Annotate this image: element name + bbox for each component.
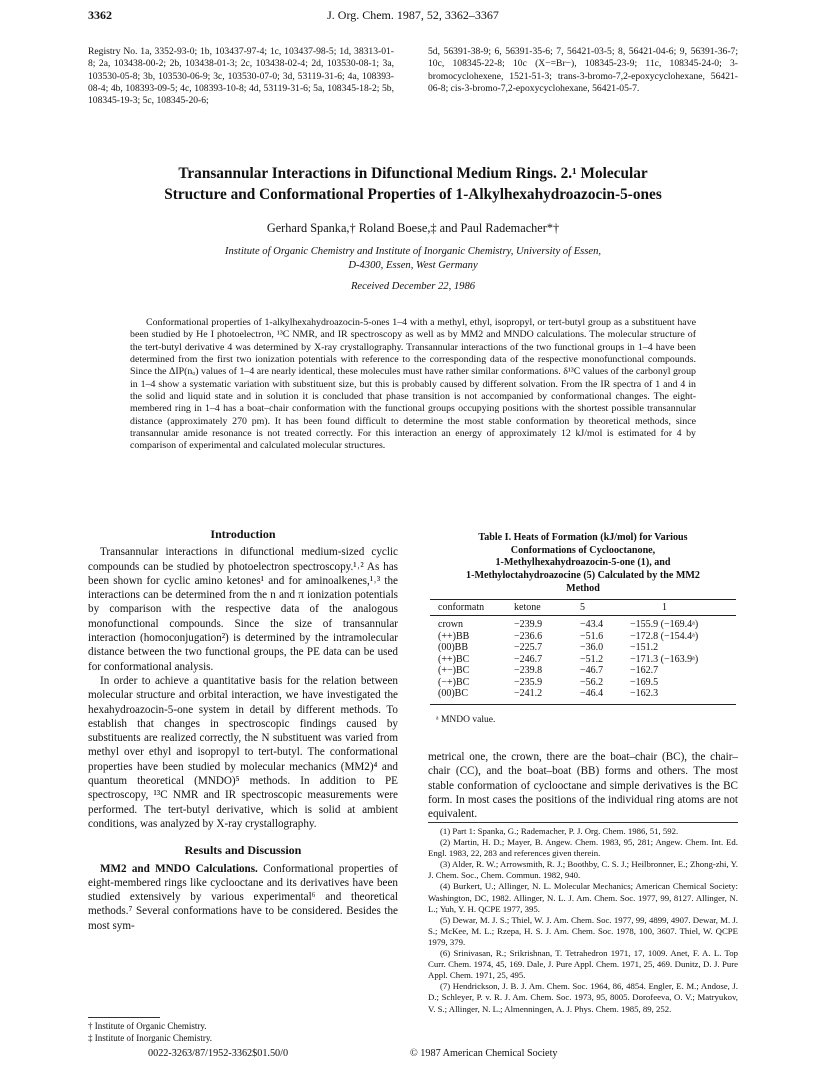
table-cell: −151.2 bbox=[630, 642, 659, 653]
reference-item: (3) Alder, R. W.; Arrowsmith, R. J.; Boothby, C. S. J.; Heilbronner, E.; Zhong-zhi, Y. J. Chem. Soc., Chem. Commun. 1982, 940. bbox=[428, 859, 738, 881]
results-heading: Results and Discussion bbox=[184, 843, 302, 858]
table-bottom-rule bbox=[430, 704, 736, 705]
table-row bbox=[430, 631, 736, 643]
table-header-cell: conformatn bbox=[438, 602, 485, 613]
table-caption-line-4: 1-Methyloctahydroazocine (5) Calculated by the MM2 bbox=[466, 570, 700, 582]
article-code: 0022-3263/87/1952-3362$01.50/0 bbox=[148, 1048, 289, 1059]
table-row bbox=[430, 642, 736, 654]
table-cell: −235.9 bbox=[514, 676, 543, 688]
table-cell: −171.3 (−163.9ᵃ) bbox=[630, 653, 699, 665]
reference-item: (7) Hendrickson, J. B. J. Am. Chem. Soc. 1964, 86, 4854. Engler, E. M.; Andose, J. D.; Schleyer, P. v. R. J. Am. Chem. Soc. 1973, 95, 8005. Dorofeeva, O. V.; Matryukov, V. S.; Allinger, N. L.; Almenningen, A. J. Phys. Chem. 1985, 89, 252. bbox=[428, 981, 738, 1014]
table-cell: −46.4 bbox=[580, 688, 604, 699]
table-cell: −51.2 bbox=[580, 653, 604, 665]
footnote-dagger: † Institute of Organic Chemistry. bbox=[88, 1021, 207, 1031]
table-cell: crown bbox=[438, 619, 463, 630]
registry-numbers-left: Registry No. 1a, 3352-93-0; 1b, 103437-97-4; 1c, 103437-98-5; 1d, 38313-01-8; 2a, 103438-00-2; 2b, 103438-01-3; 2c, 103438-02-4; 2d, 103530-08-1; 3a, 103530-05-8; 3b, 103530-06-9; 3c, 103530-07-0; 3d, 53119-31-6; 4a, 108393-08-4; 4b, 108393-09-5; 4c, 108393-10-8; 4d, 53119-31-6; 5a, 108345-18-2; 5b, 108345-19-3; 5c, 108345-20-6; bbox=[88, 46, 394, 107]
page-number: 3362 bbox=[88, 8, 112, 22]
table-cell: (−+)BC bbox=[438, 676, 470, 688]
affiliation-line-1: Institute of Organic Chemistry and Institute of Inorganic Chemistry, University of Essen, bbox=[224, 246, 602, 257]
authors: Gerhard Spanka,† Roland Boese,‡ and Paul Rademacher*† bbox=[266, 221, 560, 235]
table-cell: (00)BC bbox=[438, 688, 468, 699]
registry-numbers-right: 5d, 56391-38-9; 6, 56391-35-6; 7, 56421-03-5; 8, 56421-04-6; 9, 56391-36-7; 10c, 108345-22-8; 10c (X−=Br−), 108345-23-9; 11c, 108345-24-0; 3-bromocyclohexene, 1521-51-3; trans-3-bromo-7,2-epoxycyclohexane, 56421-06-8; cis-3-bromo-7,2-epoxycyclohexane, 56421-05-7. bbox=[428, 46, 738, 94]
table-cell: −236.6 bbox=[514, 630, 543, 642]
table-cell: (00)BB bbox=[438, 642, 468, 653]
left-column bbox=[88, 527, 398, 933]
references-rule bbox=[428, 822, 738, 823]
table-cell: −225.7 bbox=[514, 642, 543, 653]
footnote-rule bbox=[88, 1017, 160, 1018]
table-header-cell: ketone bbox=[514, 602, 541, 613]
table-header-cell: 5 bbox=[580, 602, 585, 613]
table-cell: −162.7 bbox=[630, 665, 659, 676]
table-cell: −56.2 bbox=[580, 676, 604, 688]
right-column-text: metrical one, the crown, there are the boat–chair (BC), the chair–chair (CC), and the boat–boat (BB) forms and others. The most stable conformation of cyclooctane and simple derivatives is the BC form. In most cases the positions of the individual ring atoms are not equivalent. bbox=[428, 751, 738, 821]
table-caption-line-3: 1-Methylhexahydroazocin-5-one (1), and bbox=[495, 557, 671, 569]
affiliation-line-2: D-4300, Essen, West Germany bbox=[348, 260, 478, 271]
table-caption bbox=[430, 532, 736, 596]
table-cell: −169.5 bbox=[630, 676, 659, 688]
table-caption-line-5: Method bbox=[566, 582, 600, 594]
table-row bbox=[430, 654, 736, 666]
table-cell: (++)BC bbox=[438, 653, 470, 665]
table-cell: −36.0 bbox=[580, 642, 604, 653]
table-cell: −162.3 bbox=[630, 688, 659, 699]
introduction-heading: Introduction bbox=[210, 527, 276, 541]
intro-paragraph-1: Transannular interactions in difunctional medium-sized cyclic compounds can be studied by photoelectron spectroscopy.¹˒² As has been shown for cyclic amino ketones¹ and for aminoalkenes,¹˒³ the interactions can be determined from the n and π ionization potentials by comparison with the respective data of the analogous monofunctional compounds. Since the size of transannular interaction (homoconjugation²) is determined by the intramolecular distance between the two functional groups, the PE data can be used for conformational analysis. bbox=[88, 546, 398, 673]
table-row bbox=[430, 688, 736, 700]
table-header-rule bbox=[430, 615, 736, 616]
table-row bbox=[430, 665, 736, 677]
table-top-rule bbox=[430, 599, 736, 600]
running-header bbox=[88, 8, 738, 26]
copyright: © 1987 American Chemical Society bbox=[410, 1048, 558, 1059]
journal-reference: J. Org. Chem. 1987, 52, 3362–3367 bbox=[327, 8, 499, 22]
table-cell: −172.8 (−154.4ᵃ) bbox=[630, 630, 699, 642]
footnote-double-dagger: ‡ Institute of Inorganic Chemistry. bbox=[88, 1032, 212, 1043]
reference-item: (4) Burkert, U.; Allinger, N. L. Molecular Mechanics; American Chemical Society: Washington, DC, 1982. Allinger, N. L. J. Am. Chem. Soc. 1977, 99, 8127. Allinger, N. L.; Yuh, Y. H. QCPE 1977, 395. bbox=[428, 881, 738, 914]
title-line-2: Structure and Conformational Properties of 1-Alkylhexahydroazocin-5-ones bbox=[164, 186, 662, 203]
reference-item: (5) Dewar, M. J. S.; Thiel, W. J. Am. Chem. Soc. 1977, 99, 4899, 4907. Dewar, M. J. S.; McKee, M. L.; Rzepa, H. S. J. Am. Chem. Soc. 1978, 100, 3607. Thiel, W. QCPE 1979, 379. bbox=[428, 914, 738, 947]
results-paragraph-1 bbox=[88, 862, 398, 933]
run-in-heading: MM2 and MNDO Calculations. bbox=[100, 862, 258, 875]
table-cell: (++)BB bbox=[438, 630, 470, 642]
table-cell: −241.2 bbox=[514, 688, 543, 699]
article-title bbox=[110, 163, 716, 205]
references bbox=[428, 826, 738, 1015]
table-body bbox=[430, 619, 736, 704]
table-row bbox=[430, 619, 736, 631]
received-date: Received December 22, 1986 bbox=[350, 281, 476, 292]
affiliation bbox=[168, 245, 658, 273]
table-cell: −155.9 (−169.4ᵃ) bbox=[630, 619, 699, 630]
affiliation-footnotes bbox=[88, 1021, 398, 1044]
results-paragraph-1-text: Conformational properties of eight-membered rings like cyclooctane and its derivatives have been studied extensively by various experimental⁶ and theoretical methods.⁷ Several conformations have to be considered. Besides the most sym- bbox=[88, 862, 398, 932]
table-cell: −239.8 bbox=[514, 665, 543, 676]
reference-item: (2) Martin, H. D.; Mayer, B. Angew. Chem. 1983, 95, 281; Angew. Chem. Int. Ed. Engl. 1983, 22, 283 and references given therein. bbox=[428, 837, 738, 859]
table-header-row bbox=[430, 602, 736, 614]
table-cell: −43.4 bbox=[580, 619, 604, 630]
table-cell: (+−)BC bbox=[438, 665, 470, 676]
table-cell: −51.6 bbox=[580, 630, 604, 642]
table-cell: −46.7 bbox=[580, 665, 604, 676]
table-row bbox=[430, 677, 736, 689]
reference-item: (6) Srinivasan, R.; Srikrishnan, T. Tetrahedron 1971, 17, 1009. Anet, F. A. L. Top Curr. Chem. 1974, 45, 169. Dale, J. Pure Appl. Chem. 1971, 25, 469. Dunitz, D. J. Pure Appl. Chem. 1971, 25, 495. bbox=[428, 948, 738, 981]
abstract: Conformational properties of 1-alkylhexahydroazocin-5-ones 1–4 with a methyl, ethyl, isopropyl, or tert-butyl group as a substituent have been studied by He I photoelectron, ¹³C NMR, and IR spectroscopy as well as by MM2 and MNDO calculations. The molecular structure of the tert-butyl derivative 4 was determined by X-ray crystallography. Transannular interactions of the two functional groups in 1–4 have been determined from the first two ionization potentials with reference to the corresponding data of the respective monofunctional compounds. Since the ΔIP(nₒ) values of 1–4 are nearly identical, these molecules must have rather similar conformations. δ¹³C values of the carbonyl group in 1–4 show a systematic variation with substituent size, but this is probably caused by different solvation. From the IR spectra of 1 and 4 in the solid and liquid state and in solution it is concluded that phase transition is not accompanied by conformational changes. The eight-membered ring in 1–4 has a boat–chair conformation with the functional groups occupying positions with the shortest possible transannular distance (approximately 270 pm). It has been found difficult to determine the most stable conformation by theoretical methods, since transannular amide resonance is not treated correctly. For this interaction an energy of approximately 12 kJ/mol is estimated for 4 by comparison of experimental and calculated molecular structures. bbox=[130, 317, 696, 452]
table-footnote: ᵃ MNDO value. bbox=[436, 715, 496, 725]
intro-paragraph-2: In order to achieve a quantitative basis for the relation between molecular structure and orbital interaction, we have investigated the hexahydroazocin-5-one system in detail by different methods. To establish that changes in spectroscopic findings caused by substituents are realized correctly, the N substituent was varied from methyl over ethyl and isopropyl to tert-butyl. The conformational properties have been studied by molecular mechanics (MM2)⁴ and quantum theoretical (MNDO)⁵ methods. In addition to PE spectroscopy, ¹³C NMR and IR spectroscopic measurements were performed. The tert-butyl derivative, which is solid at ambient conditions, was analyzed by X-ray crystallography. bbox=[88, 674, 398, 830]
title-line-1: Transannular Interactions in Difunctional Medium Rings. 2.¹ Molecular bbox=[178, 165, 648, 182]
reference-item: (1) Part 1: Spanka, G.; Rademacher, P. J. Org. Chem. 1986, 51, 592. bbox=[440, 826, 679, 836]
table-caption-line-2: Conformations of Cyclooctanone, bbox=[510, 544, 656, 556]
table-cell: −246.7 bbox=[514, 653, 543, 665]
table-cell: −239.9 bbox=[514, 619, 543, 630]
table-header-cell: 1 bbox=[662, 602, 667, 613]
table-caption-line-1: Table I. Heats of Formation (kJ/mol) for Various bbox=[478, 532, 688, 543]
